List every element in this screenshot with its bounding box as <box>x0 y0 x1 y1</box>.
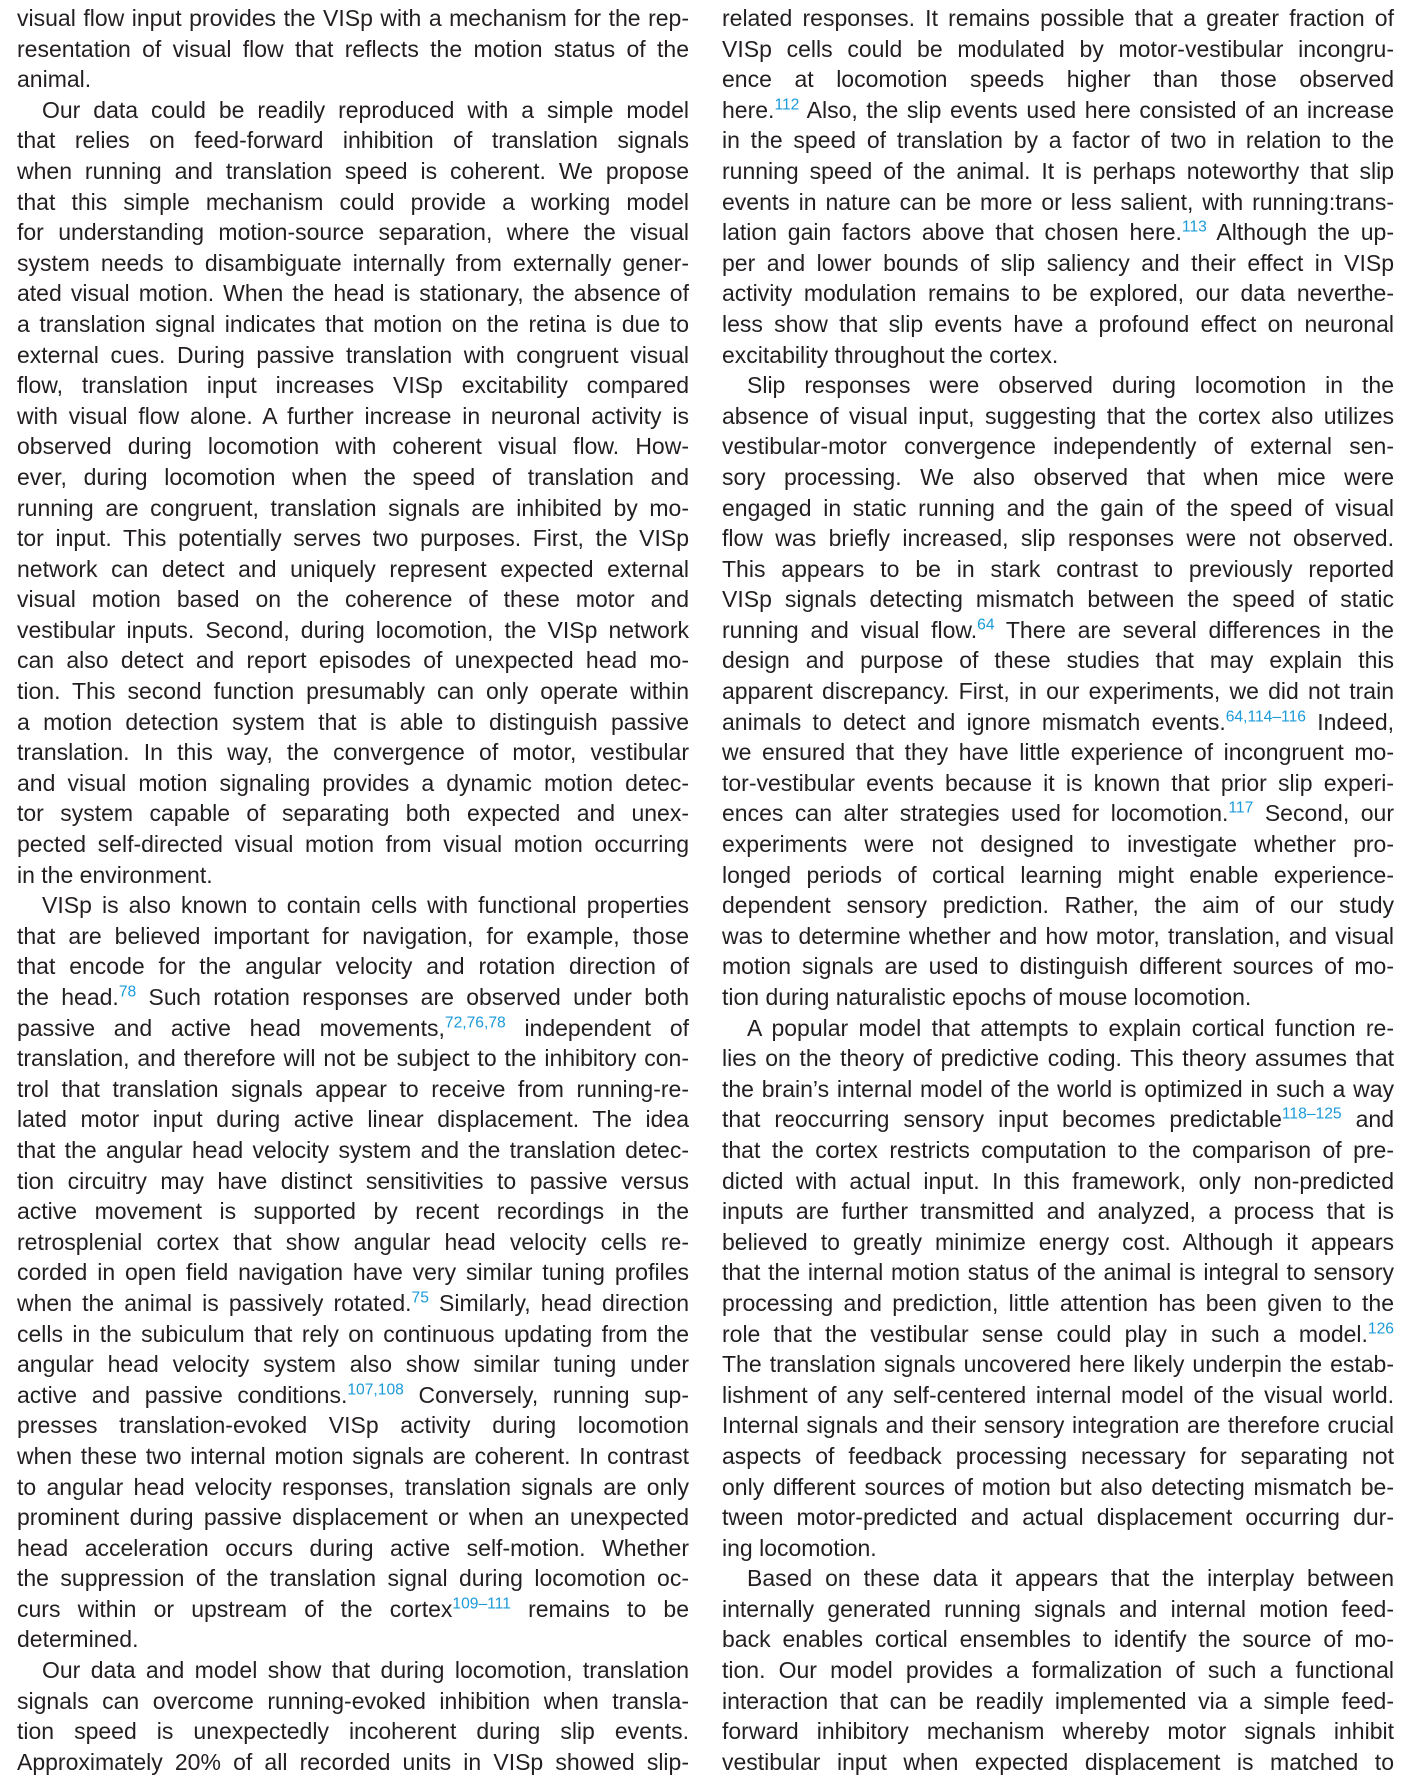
text-line: with visual flow alone. A further increase in neuronal activity is <box>17 402 689 429</box>
text-line: lated motor input during active linear displacement. The idea <box>17 1106 689 1133</box>
text-run: Such rotation responses are observed under both <box>136 984 689 1010</box>
text-line: corded in open field navigation have very similar tuning profiles <box>17 1259 689 1286</box>
text-line: Slip responses were observed during locomotion in the <box>747 372 1394 399</box>
text-line: flow, translation input increases VISp excitability compared <box>17 372 689 399</box>
text-line: determined. <box>17 1626 139 1653</box>
text-line <box>722 707 1394 738</box>
paragraph <box>17 95 689 890</box>
text-run: lation gain factors above that chosen here. <box>722 219 1182 246</box>
text-line: animal. <box>17 66 92 93</box>
left-column <box>17 3 689 1777</box>
text-line: engaged in static running and the gain of the speed of visual <box>722 494 1394 521</box>
text-line: that are believed important for navigation, for example, those <box>17 922 689 949</box>
text-run: when the animal is passively rotated. <box>17 1289 412 1316</box>
text-line: trol that translation signals appear to receive from running-re- <box>17 1075 689 1102</box>
citation-link[interactable]: 78 <box>118 983 137 1001</box>
text-line: ever, during locomotion when the speed of translation and <box>17 463 689 490</box>
citation-link[interactable]: 64,114–116 <box>1225 708 1306 726</box>
text-line <box>17 1594 689 1625</box>
text-line <box>722 798 1394 829</box>
text-line: retrosplenial cortex that show angular head velocity cells re- <box>17 1228 689 1255</box>
text-run: Also, the slip events used here consisted of an increase <box>799 96 1394 123</box>
text-line: excitability throughout the cortex. <box>722 341 1059 368</box>
text-line: This appears to be in stark contrast to previously reported <box>722 555 1394 582</box>
text-line: in the environment. <box>17 861 213 888</box>
text-line: pected self-directed visual motion from visual motion occurring <box>17 831 689 858</box>
text-run: Second, our <box>1253 800 1394 827</box>
text-line <box>722 615 1394 646</box>
text-line: tion during naturalistic epochs of mouse locomotion. <box>722 984 1252 1010</box>
text-line: tween motor-predicted and actual displacement occurring dur- <box>722 1504 1394 1531</box>
citation-link[interactable]: 109–111 <box>452 1595 511 1613</box>
text-run: passive and active head movements, <box>17 1014 445 1041</box>
text-line: visual flow input provides the VISp with a mechanism for the rep- <box>17 5 689 31</box>
text-line: that the angular head velocity system and the translation detec- <box>17 1136 689 1163</box>
text-line: believed to greatly minimize energy cost. Although it appears <box>722 1228 1394 1255</box>
text-line: the brain’s internal model of the world is optimized in such a way <box>722 1075 1394 1102</box>
paragraph <box>722 1563 1394 1777</box>
text-line: running speed of the animal. It is perhaps noteworthy that slip <box>722 157 1394 184</box>
text-line: vestibular inputs. Second, during locomotion, the VISp network <box>17 616 689 643</box>
text-line <box>722 1104 1394 1135</box>
text-line: running are congruent, translation signals are inhibited by mo- <box>17 494 689 521</box>
text-line: only different sources of motion but also detecting mismatch be- <box>722 1473 1394 1500</box>
text-line: related responses. It remains possible that a greater fraction of <box>722 5 1394 31</box>
text-line: less show that slip events have a profound effect on neuronal <box>722 310 1394 337</box>
text-run: role that the vestibular sense could play in such a model. <box>722 1320 1368 1347</box>
text-line: dicted with actual input. In this framework, only non-predicted <box>722 1167 1394 1194</box>
citation-link[interactable]: 118–125 <box>1281 1105 1342 1123</box>
text-line: dependent sensory prediction. Rather, the aim of our study <box>722 892 1394 919</box>
text-line: visual motion based on the coherence of these motor and <box>17 586 689 613</box>
text-line: ence at locomotion speeds higher than those observed <box>722 66 1394 93</box>
text-line: flow was briefly increased, slip responses were not observed. <box>722 525 1394 552</box>
paragraph <box>722 370 1394 1012</box>
citation-link[interactable]: 72,76,78 <box>444 1014 506 1031</box>
text-line: vestibular-motor convergence independently of external sen- <box>722 433 1394 460</box>
text-run: animals to detect and ignore mismatch events. <box>722 708 1226 735</box>
text-run: Indeed, <box>1305 708 1395 735</box>
text-run: that reoccurring sensory input becomes predictable <box>722 1106 1282 1133</box>
text-line: signals can overcome running-evoked inhibition when transla- <box>17 1687 689 1714</box>
text-run: running and visual flow. <box>722 616 978 643</box>
text-line: vestibular input when expected displacement is matched to <box>722 1748 1394 1775</box>
text-line: network can detect and uniquely represent expected external <box>17 555 689 582</box>
text-line: lies on the theory of predictive coding. This theory assumes that <box>722 1045 1394 1072</box>
text-line: prominent during passive displacement or when an unexpected <box>17 1504 689 1531</box>
text-line: internally generated running signals and internal motion feed- <box>722 1595 1394 1622</box>
text-line: tion speed is unexpectedly incoherent during slip events. <box>17 1718 689 1745</box>
citation-link[interactable]: 113 <box>1181 218 1207 236</box>
paragraph <box>722 1013 1394 1564</box>
citation-link[interactable]: 117 <box>1228 799 1254 817</box>
text-line <box>17 982 689 1013</box>
text-line <box>17 1288 689 1319</box>
text-line: tion circuitry may have distinct sensitivities to passive versus <box>17 1167 689 1194</box>
text-line: tor input. This potentially serves two purposes. First, the VISp <box>17 525 689 552</box>
text-line: motion signals are used to distinguish different sources of mo- <box>722 953 1394 980</box>
text-line: ing locomotion. <box>722 1534 877 1561</box>
right-column <box>722 3 1394 1777</box>
text-line: interaction that can be readily implemented via a simple feed- <box>722 1687 1394 1714</box>
text-line: back enables cortical ensembles to identify the source of mo- <box>722 1626 1394 1653</box>
text-line: events in nature can be more or less salient, with running:trans- <box>722 188 1394 215</box>
text-run: ences can alter strategies used for locomotion. <box>722 800 1229 827</box>
text-line: when running and translation speed is coherent. We propose <box>17 157 689 184</box>
text-run: Similarly, head direction <box>428 1289 689 1316</box>
text-line: sory processing. We also observed that when mice were <box>722 463 1394 490</box>
text-run: Although the up- <box>1206 219 1394 246</box>
text-line: Our data could be readily reproduced with a simple model <box>42 96 689 123</box>
text-run: independent of <box>505 1014 690 1041</box>
text-run: There are several differences in the <box>994 616 1394 643</box>
text-run: Conversely, running sup- <box>403 1381 689 1408</box>
text-line: was to determine whether and how motor, translation, and visual <box>722 922 1394 949</box>
text-line: tion. Our model provides a formalization of such a functional <box>722 1657 1394 1684</box>
text-line: that relies on feed-forward inhibition of translation signals <box>17 127 689 154</box>
text-line: per and lower bounds of slip saliency and their effect in VISp <box>722 249 1394 276</box>
text-line <box>722 1319 1394 1350</box>
text-line: cells in the subiculum that rely on continuous updating from the <box>17 1320 689 1347</box>
text-line: resentation of visual flow that reflects the motion status of the <box>17 35 689 62</box>
text-line: The translation signals uncovered here likely underpin the estab- <box>722 1351 1394 1378</box>
text-line: Approximately 20% of all recorded units in VISp showed slip- <box>17 1748 689 1775</box>
text-line: presses translation-evoked VISp activity during locomotion <box>17 1412 689 1439</box>
text-line: a motion detection system that is able to distinguish passive <box>17 708 689 735</box>
text-line: that encode for the angular velocity and rotation direction of <box>17 953 689 980</box>
text-line: lishment of any self-centered internal model of the visual world. <box>722 1381 1394 1408</box>
text-line: to angular head velocity responses, translation signals are only <box>17 1473 689 1500</box>
text-line: Based on these data it appears that the interplay between <box>747 1565 1394 1592</box>
text-line: and visual motion signaling provides a dynamic motion detec- <box>17 769 689 796</box>
text-line: VISp cells could be modulated by motor-vestibular incongru- <box>722 35 1394 62</box>
citation-link[interactable]: 75 <box>411 1289 429 1307</box>
citation-link[interactable]: 107,108 <box>347 1381 404 1399</box>
text-line: apparent discrepancy. First, in our experiments, we did not train <box>722 678 1394 705</box>
text-line: for understanding motion-source separation, where the visual <box>17 219 689 246</box>
text-line: the suppression of the translation signal during locomotion oc- <box>17 1565 689 1592</box>
citation-link[interactable]: 64 <box>977 616 995 634</box>
text-line: experiments were not designed to investigate whether pro- <box>722 831 1394 858</box>
text-line: that the cortex restricts computation to the comparison of pre- <box>722 1136 1394 1163</box>
text-line: design and purpose of these studies that may explain this <box>722 647 1394 674</box>
text-line: in the speed of translation by a factor of two in relation to the <box>722 127 1394 154</box>
paragraph <box>17 3 689 95</box>
text-line: tor system capable of separating both expected and unex- <box>17 800 689 827</box>
text-line <box>722 217 1394 248</box>
text-run: remains to be <box>510 1595 689 1622</box>
text-line: Our data and model show that during locomotion, translation <box>42 1657 689 1684</box>
text-line: aspects of feedback processing necessary for separating not <box>722 1442 1394 1469</box>
text-line: ated visual motion. When the head is stationary, the absence of <box>17 280 689 307</box>
text-run: curs within or upstream of the cortex <box>17 1595 453 1622</box>
text-line: activity modulation remains to be explored, our data neverthe- <box>722 280 1394 307</box>
text-line: we ensured that they have little experience of incongruent mo- <box>722 739 1394 766</box>
text-line: angular head velocity system also show similar tuning under <box>17 1351 689 1378</box>
text-line: can also detect and report episodes of unexpected head mo- <box>17 647 689 674</box>
text-line: that this simple mechanism could provide a working model <box>17 188 689 215</box>
citation-link[interactable]: 112 <box>774 96 800 114</box>
text-line: that the internal motion status of the animal is integral to sensory <box>722 1259 1394 1286</box>
text-line: active movement is supported by recent recordings in the <box>17 1198 689 1225</box>
text-line: system needs to disambiguate internally from externally gener- <box>17 249 689 276</box>
text-line: tor-vestibular events because it is known that prior slip experi- <box>722 769 1394 796</box>
text-line: head acceleration occurs during active self-motion. Whether <box>17 1534 689 1561</box>
paragraph <box>17 890 689 1655</box>
text-run: and <box>1341 1106 1394 1133</box>
text-line: translation, and therefore will not be subject to the inhibitory con- <box>17 1045 689 1072</box>
text-line: a translation signal indicates that motion on the retina is due to <box>17 310 689 337</box>
paragraph <box>17 1655 689 1777</box>
text-line: absence of visual input, suggesting that the cortex also utilizes <box>722 402 1394 429</box>
text-line <box>17 1013 689 1044</box>
text-line: external cues. During passive translation with congruent visual <box>17 341 689 368</box>
text-line: VISp signals detecting mismatch between the speed of static <box>722 586 1394 613</box>
text-run: the head. <box>17 984 119 1010</box>
text-line <box>17 1380 689 1411</box>
text-line: forward inhibitory mechanism whereby motor signals inhibit <box>722 1718 1394 1745</box>
text-line: inputs are further transmitted and analyzed, a process that is <box>722 1198 1394 1225</box>
text-run: here. <box>722 96 775 123</box>
paragraph <box>722 3 1394 370</box>
text-line: observed during locomotion with coherent visual flow. How- <box>17 433 689 460</box>
text-line: A popular model that attempts to explain cortical function re- <box>747 1014 1394 1041</box>
text-line: tion. This second function presumably can only operate within <box>17 678 689 705</box>
text-line: longed periods of cortical learning might enable experience- <box>722 861 1394 888</box>
text-line: when these two internal motion signals are coherent. In contrast <box>17 1442 689 1469</box>
text-run: active and passive conditions. <box>17 1381 348 1408</box>
text-line: translation. In this way, the convergence of motor, vestibular <box>17 739 689 766</box>
citation-link[interactable]: 126 <box>1367 1319 1394 1337</box>
text-line <box>722 95 1394 126</box>
text-line: VISp is also known to contain cells with functional properties <box>42 892 689 919</box>
text-line: Internal signals and their sensory integration are therefore crucial <box>722 1412 1394 1439</box>
text-line: processing and prediction, little attention has been given to the <box>722 1289 1394 1316</box>
